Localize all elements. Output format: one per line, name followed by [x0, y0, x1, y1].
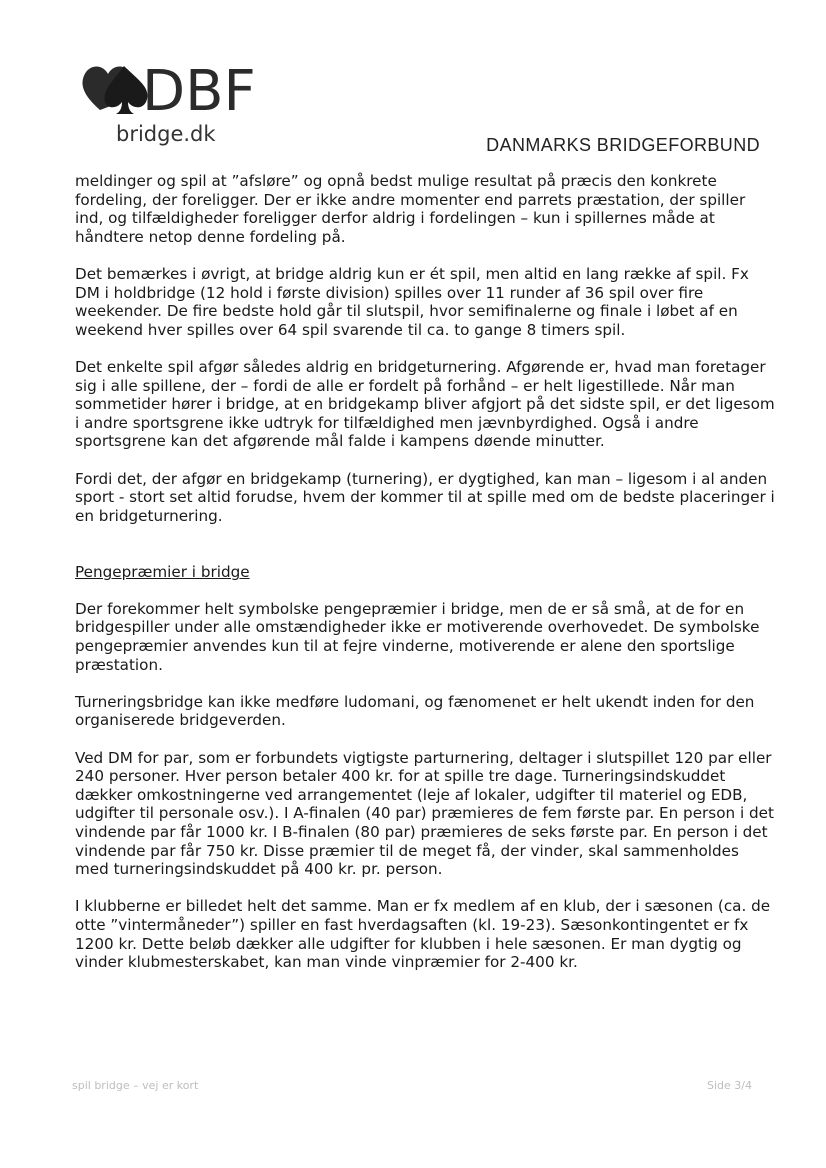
document-body: [75, 172, 775, 990]
paragraph: Ved DM for par, som er forbundets vigtigste parturnering, deltager i slutspillet 120 par eller 240 personer. Hver person betaler 400 kr. for at spille tre dage. Turneringsindskuddet dækker omkostningerne ved arrangementet (leje af lokaler, udgifter til materiel og EDB, udgifter til personale osv.). I A-finalen (40 par) præmieres de fem første par. En person i det vindende par får 1000 kr. I B-finalen (80 par) præmieres de seks første par. En person i det vindende par får 750 kr. Disse præmier til de meget få, der vinder, skal sammenholdes med turneringsindskuddet på 400 kr. pr. person.: [75, 748, 774, 879]
dbf-logo-mark: [80, 58, 256, 124]
logo-text: DBF: [142, 59, 256, 124]
dbf-logo: [80, 58, 256, 150]
paragraph: Det enkelte spil afgør således aldrig en bridgeturnering. Afgørende er, hvad man foretager sig i alle spillene, der – fordi de alle er fordelt på forhånd – er helt ligestillede. Når man sommetider hører i bridge, at en bridgekamp bliver afgjort på det sidste spil, er det ligesom i andre sportsgrene ikke udtryk for tilfældighed men jævnbyrdighed. Også i andre sportsgrene kan det afgørende mål falde i kampens døende minutter.: [75, 357, 775, 451]
paragraph: I klubberne er billedet helt det samme. Man er fx medlem af en klub, der i sæsonen (ca. de otte ”vintermåneder”) spiller en fast hverdagsaften (kl. 19-23). Sæsonkontingentet er fx 1200 kr. Dette beløb dækker alle udgifter for klubben i hele sæsonen. Er man dygtig og vinder klubmesterskabet, kan man vinde vinpræmier for 2-400 kr.: [75, 897, 771, 972]
logo-subtitle: bridge.dk: [116, 122, 216, 146]
page-number: Side 3/4: [707, 1079, 752, 1092]
paragraph: Det bemærkes i øvrigt, at bridge aldrig kun er ét spil, men altid en lang række af spil. Fx DM i holdbridge (12 hold i første division) spilles over 11 runder af 36 spil over fire weekender. De fire bedste hold går til slutspil, hvor semifinalerne og finale i løbet af en weekend hver spilles over 64 spil svarende til ca. to gange 8 timers spil.: [75, 264, 749, 339]
paragraph: Fordi det, der afgør en bridgekamp (turnering), er dygtighed, kan man – ligesom i al anden sport - stort set altid forudse, hvem der kommer til at spille med om de bedste placeringer i en bridgeturnering.: [75, 469, 775, 525]
section-heading: Pengepræmier i bridge: [75, 563, 250, 582]
paragraph: Der forekommer helt symbolske pengepræmier i bridge, men de er så små, at de for en bridgespiller under alle omstændigheder ikke er motiverende overhovedet. De symbolske pengepræmier anvendes kun til at fejre vinderne, motiverende er alene den sportslige præstation.: [75, 599, 760, 674]
paragraph: Turneringsbridge kan ikke medføre ludomani, og fænomenet er helt ukendt inden for den organiserede bridgeverden.: [75, 692, 755, 730]
footer-slogan: spil bridge – vej er kort: [72, 1079, 199, 1092]
paragraph: meldinger og spil at ”afsløre” og opnå bedst mulige resultat på præcis den konkrete fordeling, der foreligger. Der er ikke andre momenter end parrets præstation, der spiller ind, og tilfældigheder foreligger derfor aldrig i fordelingen – kun i spillernes måde at håndtere netop denne fordeling på.: [75, 172, 746, 246]
organization-name: DANMARKS BRIDGEFORBUND: [486, 135, 760, 155]
